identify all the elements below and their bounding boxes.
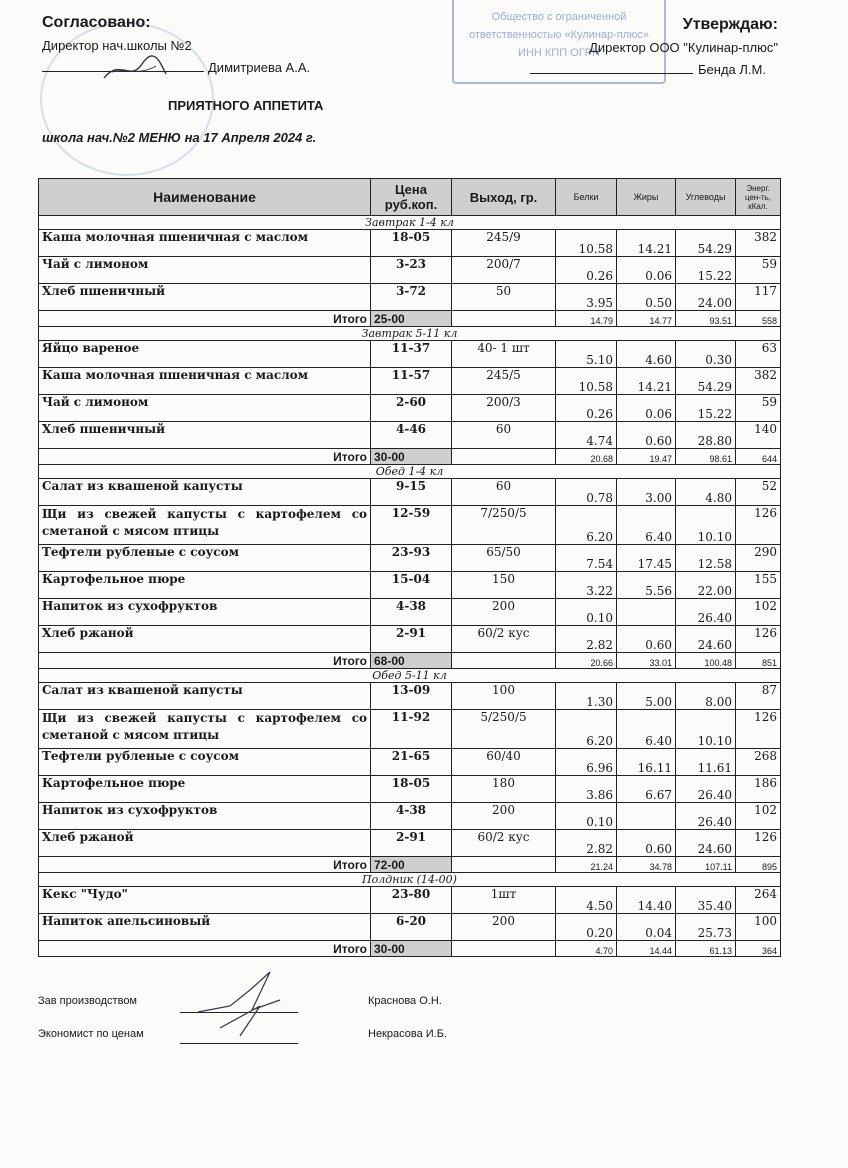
dish-energy: 59 (736, 257, 781, 284)
dish-protein: 4.50 (556, 887, 617, 914)
menu-table (38, 178, 781, 957)
total-row (39, 449, 781, 465)
dish-name: Хлеб пшеничный (39, 284, 371, 311)
dish-fat: 14.21 (617, 230, 676, 257)
dish-price: 15-04 (371, 572, 452, 599)
dish-name: Каша молочная пшеничная с маслом (39, 368, 371, 395)
dish-name: Картофельное пюре (39, 776, 371, 803)
dish-name: Напиток апельсиновый (39, 914, 371, 941)
dish-protein: 4.74 (556, 422, 617, 449)
dish-yield: 200 (452, 803, 556, 830)
dish-yield: 7/250/5 (452, 506, 556, 545)
dish-yield: 60 (452, 479, 556, 506)
total-fat: 19.47 (617, 449, 676, 465)
dish-energy: 126 (736, 710, 781, 749)
dish-protein: 0.20 (556, 914, 617, 941)
section-title: Обед 5-11 кл (39, 669, 781, 683)
dish-yield: 60/2 кус (452, 626, 556, 653)
dish-protein: 2.82 (556, 830, 617, 857)
total-protein: 21.24 (556, 857, 617, 873)
total-fat: 33.01 (617, 653, 676, 669)
dish-price: 9-15 (371, 479, 452, 506)
dish-yield: 40- 1 шт (452, 341, 556, 368)
dish-price: 2-91 (371, 830, 452, 857)
total-label: Итого (39, 653, 371, 669)
dish-carbs: 8.00 (676, 683, 736, 710)
dish-protein: 3.86 (556, 776, 617, 803)
dish-fat (617, 803, 676, 830)
dish-price: 11-92 (371, 710, 452, 749)
signature-left (100, 54, 170, 84)
table-row (39, 230, 781, 257)
dish-carbs: 4.80 (676, 479, 736, 506)
footer-role-1: Зав производством (38, 995, 137, 1007)
dish-energy: 126 (736, 506, 781, 545)
dish-energy: 126 (736, 626, 781, 653)
table-row (39, 545, 781, 572)
dish-energy: 140 (736, 422, 781, 449)
dish-yield: 200 (452, 914, 556, 941)
dish-price: 11-57 (371, 368, 452, 395)
dish-energy: 100 (736, 914, 781, 941)
total-energy: 558 (736, 311, 781, 327)
section-title: Обед 1-4 кл (39, 465, 781, 479)
total-price: 72-00 (371, 857, 452, 873)
dish-fat: 0.04 (617, 914, 676, 941)
dish-carbs: 22.00 (676, 572, 736, 599)
total-price: 30-00 (371, 941, 452, 957)
dish-carbs: 26.40 (676, 599, 736, 626)
section-row (39, 327, 781, 341)
dish-carbs: 15.22 (676, 257, 736, 284)
table-row (39, 479, 781, 506)
dish-name: Тефтели рубленые с соусом (39, 749, 371, 776)
section-row (39, 216, 781, 230)
footer-name-2: Некрасова И.Б. (368, 1028, 447, 1040)
total-energy: 851 (736, 653, 781, 669)
dish-carbs: 35.40 (676, 887, 736, 914)
section-title: Завтрак 1-4 кл (39, 216, 781, 230)
table-row (39, 572, 781, 599)
dish-name: Хлеб ржаной (39, 626, 371, 653)
table-header-row (39, 179, 781, 216)
dish-fat: 0.50 (617, 284, 676, 311)
dish-carbs: 26.40 (676, 803, 736, 830)
dish-fat: 17.45 (617, 545, 676, 572)
dish-protein: 0.10 (556, 599, 617, 626)
dish-price: 18-05 (371, 230, 452, 257)
dish-carbs: 54.29 (676, 368, 736, 395)
section-row (39, 873, 781, 887)
dish-yield: 200/3 (452, 395, 556, 422)
dish-price: 3-72 (371, 284, 452, 311)
dish-energy: 63 (736, 341, 781, 368)
dish-protein: 3.95 (556, 284, 617, 311)
dish-yield: 200 (452, 599, 556, 626)
table-row (39, 599, 781, 626)
table-row (39, 776, 781, 803)
total-label: Итого (39, 857, 371, 873)
dish-name: Салат из квашеной капусты (39, 683, 371, 710)
total-fat: 14.44 (617, 941, 676, 957)
menu-body (39, 216, 781, 957)
dish-fat: 14.21 (617, 368, 676, 395)
dish-protein: 7.54 (556, 545, 617, 572)
dish-yield: 100 (452, 683, 556, 710)
dish-fat: 6.67 (617, 776, 676, 803)
dish-carbs: 0.30 (676, 341, 736, 368)
dish-yield: 1шт (452, 887, 556, 914)
dish-fat: 0.60 (617, 830, 676, 857)
dish-energy: 117 (736, 284, 781, 311)
table-row (39, 749, 781, 776)
dish-price: 6-20 (371, 914, 452, 941)
total-row (39, 857, 781, 873)
dish-protein: 10.58 (556, 368, 617, 395)
dish-protein: 5.10 (556, 341, 617, 368)
dish-fat: 5.56 (617, 572, 676, 599)
total-carbs: 98.61 (676, 449, 736, 465)
total-row (39, 941, 781, 957)
dish-yield: 50 (452, 284, 556, 311)
dish-energy: 382 (736, 230, 781, 257)
dish-fat: 4.60 (617, 341, 676, 368)
dish-yield: 245/9 (452, 230, 556, 257)
dish-fat (617, 599, 676, 626)
table-row (39, 422, 781, 449)
total-protein: 14.79 (556, 311, 617, 327)
dish-price: 4-46 (371, 422, 452, 449)
dish-yield: 245/5 (452, 368, 556, 395)
table-row (39, 914, 781, 941)
dish-energy: 264 (736, 887, 781, 914)
dish-energy: 268 (736, 749, 781, 776)
dish-fat: 6.40 (617, 710, 676, 749)
dish-yield: 180 (452, 776, 556, 803)
total-protein: 20.66 (556, 653, 617, 669)
dish-yield: 65/50 (452, 545, 556, 572)
dish-yield: 60 (452, 422, 556, 449)
dish-price: 2-91 (371, 626, 452, 653)
total-row (39, 311, 781, 327)
dish-energy: 155 (736, 572, 781, 599)
col-name-header: Наименование (39, 179, 371, 216)
dish-carbs: 54.29 (676, 230, 736, 257)
table-row (39, 257, 781, 284)
dish-yield: 60/40 (452, 749, 556, 776)
total-yield-empty (452, 857, 556, 873)
dish-carbs: 26.40 (676, 776, 736, 803)
dish-yield: 200/7 (452, 257, 556, 284)
dish-protein: 6.20 (556, 506, 617, 545)
footer-signature (190, 970, 300, 1040)
total-yield-empty (452, 449, 556, 465)
dish-protein: 0.26 (556, 395, 617, 422)
dish-energy: 87 (736, 683, 781, 710)
dish-carbs: 28.80 (676, 422, 736, 449)
total-energy: 644 (736, 449, 781, 465)
dish-protein: 0.10 (556, 803, 617, 830)
dish-yield: 5/250/5 (452, 710, 556, 749)
dish-fat: 0.06 (617, 257, 676, 284)
dish-name: Салат из квашеной капусты (39, 479, 371, 506)
total-fat: 14.77 (617, 311, 676, 327)
dish-energy: 382 (736, 368, 781, 395)
table-row (39, 341, 781, 368)
dish-fat: 6.40 (617, 506, 676, 545)
total-label: Итого (39, 941, 371, 957)
approved-name: Димитриева А.А. (208, 60, 311, 75)
section-title: Полдник (14-00) (39, 873, 781, 887)
table-row (39, 710, 781, 749)
dish-protein: 1.30 (556, 683, 617, 710)
dish-name: Каша молочная пшеничная с маслом (39, 230, 371, 257)
dish-carbs: 25.73 (676, 914, 736, 941)
table-row (39, 626, 781, 653)
total-price: 30-00 (371, 449, 452, 465)
dish-price: 23-80 (371, 887, 452, 914)
confirm-name: Бенда Л.М. (698, 62, 766, 77)
table-row (39, 395, 781, 422)
dish-name: Щи из свежей капусты с картофелем со сметаной с мясом птицы (39, 506, 371, 545)
dish-name: Щи из свежей капусты с картофелем со сметаной с мясом птицы (39, 710, 371, 749)
total-carbs: 61.13 (676, 941, 736, 957)
table-row (39, 830, 781, 857)
dish-energy: 102 (736, 599, 781, 626)
dish-price: 3-23 (371, 257, 452, 284)
dish-energy: 59 (736, 395, 781, 422)
dish-carbs: 12.58 (676, 545, 736, 572)
dish-carbs: 24.60 (676, 830, 736, 857)
dish-price: 4-38 (371, 599, 452, 626)
dish-energy: 52 (736, 479, 781, 506)
dish-carbs: 10.10 (676, 710, 736, 749)
col-carbs-header: Углеводы (676, 179, 736, 216)
total-label: Итого (39, 311, 371, 327)
table-row (39, 506, 781, 545)
dish-name: Кекс "Чудо" (39, 887, 371, 914)
total-yield-empty (452, 311, 556, 327)
dish-price: 12-59 (371, 506, 452, 545)
col-energy-header: Энерг. цен-ть, кКал. (736, 179, 781, 216)
dish-price: 11-37 (371, 341, 452, 368)
company-stamp: Общество с ограниченной ответственностью «Кулинар-плюс» ИНН КПП ОГРН (452, 0, 666, 84)
dish-protein: 10.58 (556, 230, 617, 257)
dish-name: Напиток из сухофруктов (39, 803, 371, 830)
dish-name: Картофельное пюре (39, 572, 371, 599)
footer-role-2: Экономист по ценам (38, 1028, 144, 1040)
dish-fat: 14.40 (617, 887, 676, 914)
table-row (39, 887, 781, 914)
total-carbs: 100.48 (676, 653, 736, 669)
dish-name: Чай с лимоном (39, 395, 371, 422)
table-row (39, 683, 781, 710)
dish-name: Тефтели рубленые с соусом (39, 545, 371, 572)
col-price-header: Цена руб.коп. (371, 179, 452, 216)
dish-protein: 0.78 (556, 479, 617, 506)
dish-fat: 0.60 (617, 626, 676, 653)
total-price: 68-00 (371, 653, 452, 669)
footer-name-1: Краснова О.Н. (368, 995, 442, 1007)
dish-yield: 60/2 кус (452, 830, 556, 857)
total-fat: 34.78 (617, 857, 676, 873)
total-carbs: 93.51 (676, 311, 736, 327)
total-price: 25-00 (371, 311, 452, 327)
dish-energy: 186 (736, 776, 781, 803)
total-yield-empty (452, 653, 556, 669)
table-row (39, 368, 781, 395)
dish-fat: 0.60 (617, 422, 676, 449)
dish-price: 23-93 (371, 545, 452, 572)
dish-protein: 6.96 (556, 749, 617, 776)
table-row (39, 284, 781, 311)
dish-yield: 150 (452, 572, 556, 599)
approved-title: Согласовано: (42, 14, 151, 31)
total-row (39, 653, 781, 669)
dish-price: 21-65 (371, 749, 452, 776)
total-protein: 4.70 (556, 941, 617, 957)
dish-price: 13-09 (371, 683, 452, 710)
total-yield-empty (452, 941, 556, 957)
dish-protein: 6.20 (556, 710, 617, 749)
dish-protein: 3.22 (556, 572, 617, 599)
confirm-position: Директор ООО "Кулинар-плюс" (589, 40, 778, 55)
confirm-title: Утверждаю: (682, 16, 778, 33)
dish-carbs: 11.61 (676, 749, 736, 776)
total-protein: 20.68 (556, 449, 617, 465)
bon-appetit: ПРИЯТНОГО АППЕТИТА (168, 98, 324, 113)
total-carbs: 107.11 (676, 857, 736, 873)
dish-carbs: 15.22 (676, 395, 736, 422)
dish-price: 4-38 (371, 803, 452, 830)
approved-position: Директор нач.школы №2 (42, 38, 192, 53)
dish-carbs: 10.10 (676, 506, 736, 545)
section-title: Завтрак 5-11 кл (39, 327, 781, 341)
col-fat-header: Жиры (617, 179, 676, 216)
signature-line-right (530, 73, 693, 74)
dish-energy: 126 (736, 830, 781, 857)
menu-subtitle: школа нач.№2 МЕНЮ на 17 Апреля 2024 г. (42, 130, 317, 145)
dish-price: 18-05 (371, 776, 452, 803)
dish-protein: 2.82 (556, 626, 617, 653)
dish-fat: 16.11 (617, 749, 676, 776)
section-row (39, 669, 781, 683)
table-row (39, 803, 781, 830)
col-protein-header: Белки (556, 179, 617, 216)
dish-carbs: 24.60 (676, 626, 736, 653)
dish-carbs: 24.00 (676, 284, 736, 311)
dish-energy: 290 (736, 545, 781, 572)
dish-price: 2-60 (371, 395, 452, 422)
dish-fat: 3.00 (617, 479, 676, 506)
col-yield-header: Выход, гр. (452, 179, 556, 216)
dish-name: Напиток из сухофруктов (39, 599, 371, 626)
total-label: Итого (39, 449, 371, 465)
dish-energy: 102 (736, 803, 781, 830)
dish-protein: 0.26 (556, 257, 617, 284)
dish-fat: 5.00 (617, 683, 676, 710)
section-row (39, 465, 781, 479)
dish-name: Хлеб пшеничный (39, 422, 371, 449)
total-energy: 364 (736, 941, 781, 957)
footer-sign-line-2 (180, 1043, 298, 1044)
dish-name: Чай с лимоном (39, 257, 371, 284)
dish-name: Яйцо вареное (39, 341, 371, 368)
total-energy: 895 (736, 857, 781, 873)
dish-name: Хлеб ржаной (39, 830, 371, 857)
dish-fat: 0.06 (617, 395, 676, 422)
